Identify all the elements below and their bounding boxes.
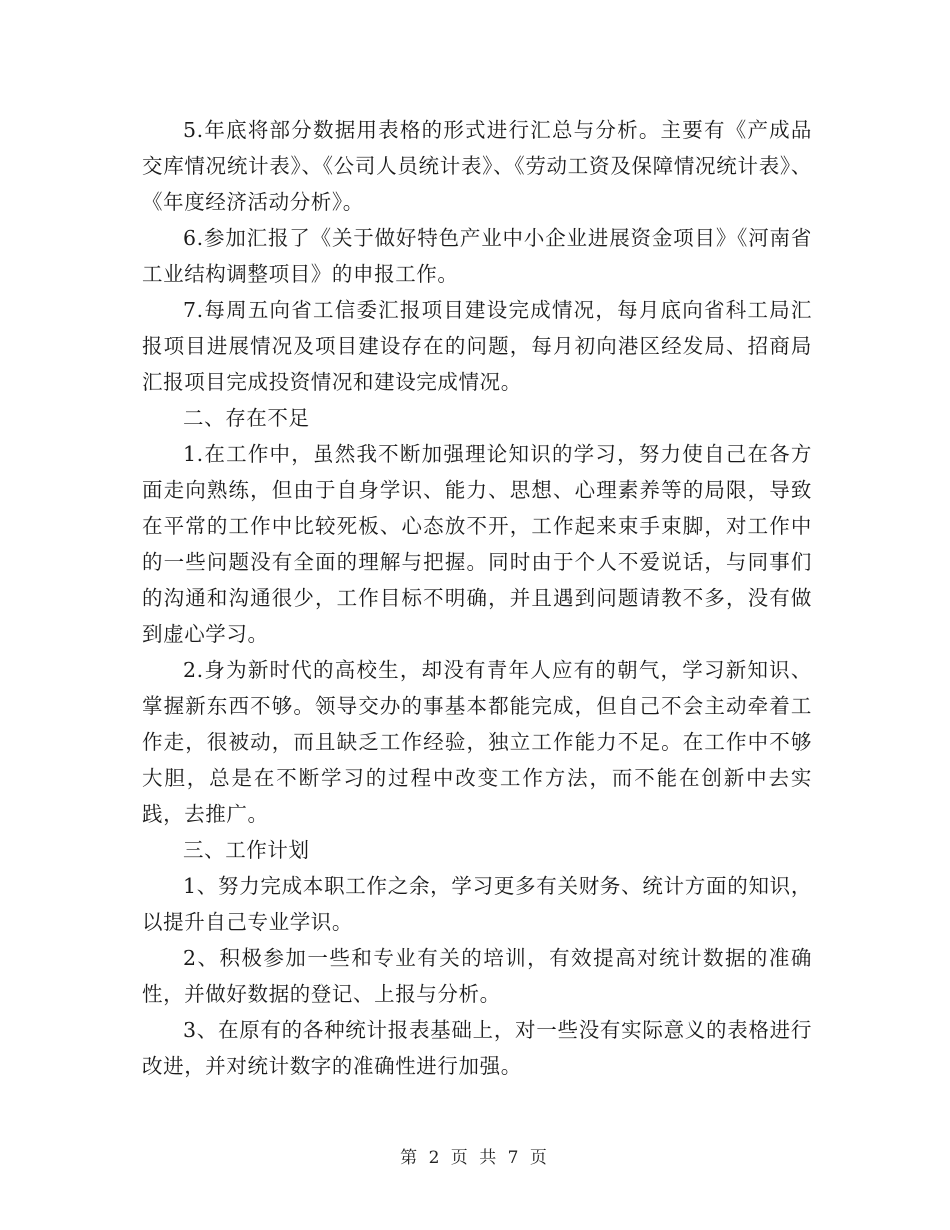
paragraph-plan-1: 1、努力完成本职工作之余，学习更多有关财务、统计方面的知识，以提升自己专业学识。 xyxy=(142,874,812,934)
section-heading-shortcomings: 二、存在不足 xyxy=(183,406,310,430)
paragraph-plan-2: 2、积极参加一些和专业有关的培训，有效提高对统计数据的准确性，并做好数据的登记、上报与分析。 xyxy=(142,946,812,1006)
paragraph-item-7: 7.每周五向省工信委汇报项目建设完成情况，每月底向省科工局汇报项目进展情况及项目建设存在的问题，每月初向港区经发局、招商局汇报项目完成投资情况和建设完成情况。 xyxy=(142,298,812,394)
paragraph-item-5: 5.年底将部分数据用表格的形式进行汇总与分析。主要有《产成品交库情况统计表》、《公司人员统计表》、《劳动工资及保障情况统计表》、《年度经济活动分析》。 xyxy=(142,118,812,214)
paragraph-shortcoming-1: 1.在工作中，虽然我不断加强理论知识的学习，努力使自己在各方面走向熟练，但由于自身学识、能力、思想、心理素养等的局限，导致在平常的工作中比较死板、心态放不开，工作起来束手束脚，对工作中的一些问题没有全面的理解与把握。同时由于个人不爱说话，与同事们的沟通和沟通很少，工作目标不明确，并且遇到问题请教不多，没有做到虚心学习。 xyxy=(142,442,812,646)
page-number-footer: 第 2 页 共 7 页 xyxy=(400,1148,550,1168)
paragraph-item-6: 6.参加汇报了《关于做好特色产业中小企业进展资金项目》《河南省工业结构调整项目》的申报工作。 xyxy=(142,226,812,286)
paragraph-shortcoming-2: 2.身为新时代的高校生，却没有青年人应有的朝气，学习新知识、掌握新东西不够。领导交办的事基本都能完成，但自己不会主动牵着工作走，很被动，而且缺乏工作经验，独立工作能力不足。在工作中不够大胆，总是在不断学习的过程中改变工作方法，而不能在创新中去实践，去推广。 xyxy=(142,658,812,826)
section-heading-work-plan: 三、工作计划 xyxy=(183,838,310,862)
paragraph-plan-3: 3、在原有的各种统计报表基础上，对一些没有实际意义的表格进行改进，并对统计数字的准确性进行加强。 xyxy=(142,1018,812,1078)
document-body xyxy=(142,112,812,1084)
